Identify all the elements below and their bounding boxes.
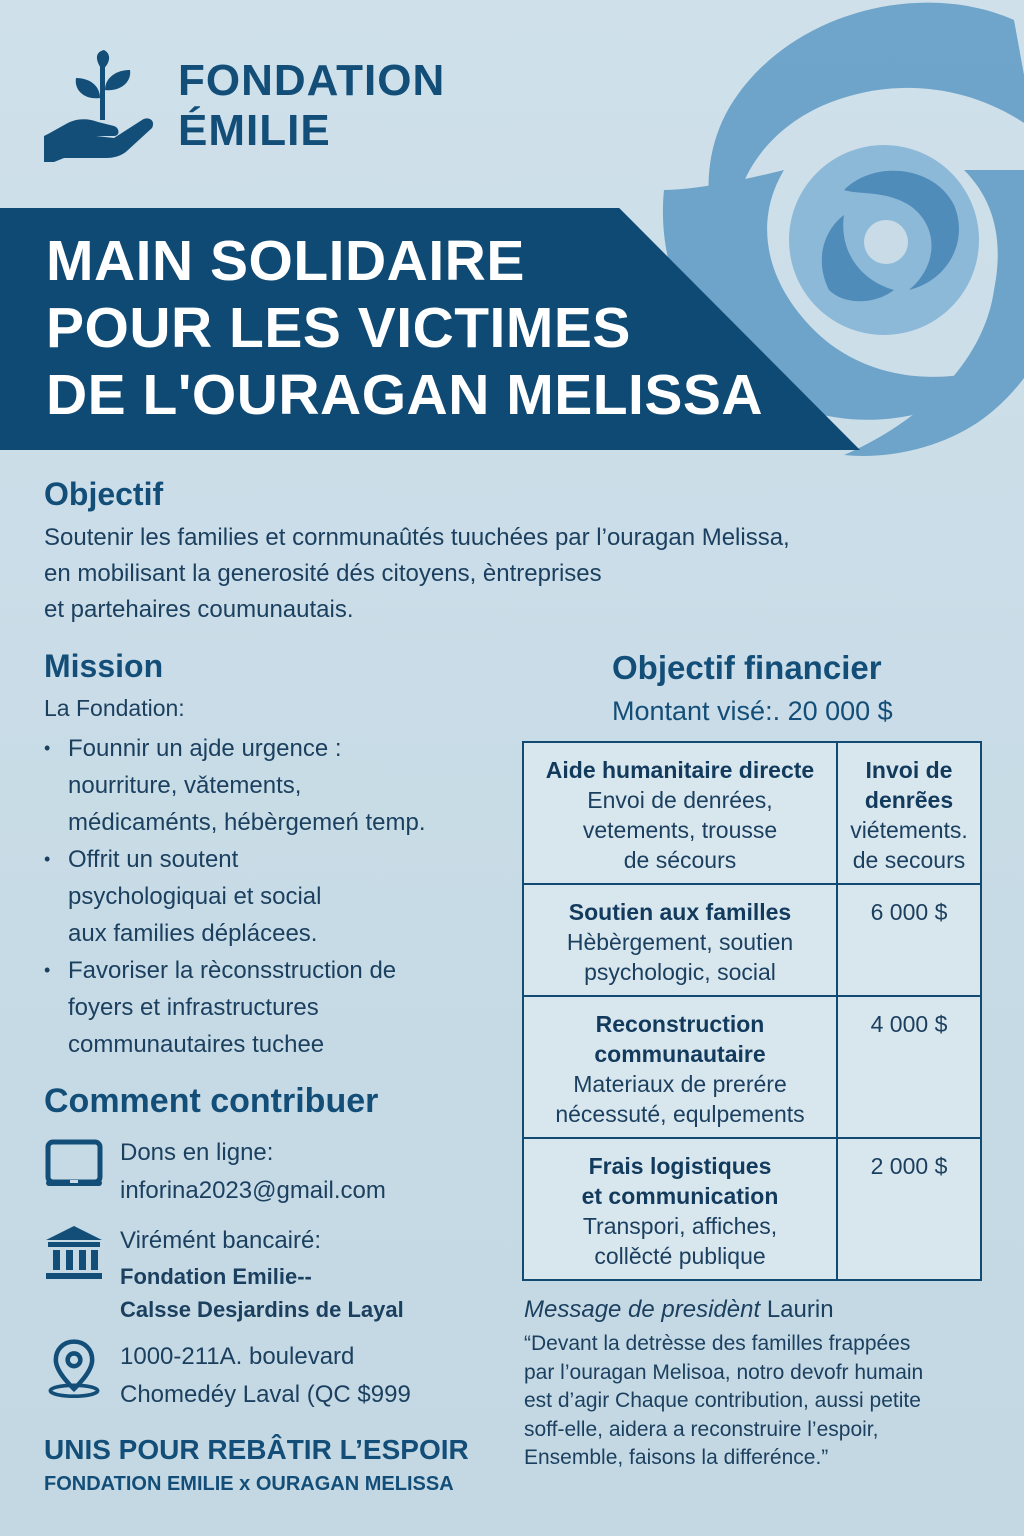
budget-item-title: Aide humanitaire directe [545,757,815,783]
mission-item [44,952,514,1063]
slogan-main: UNIS POUR REBÂTIR L’ESPOIR [44,1434,469,1465]
slogan-sub: FONDATION EMILIE x OURAGAN MELISSA [44,1473,454,1495]
budget-item-desc: vetements, trousse [582,817,778,843]
message-quote [524,1330,994,1473]
budget-item-title: Soutien aux familles [568,899,792,925]
budget-item-desc: Hèbèrgement, soutien [566,929,794,955]
budget-item-title: Frais logistiques [588,1153,772,1179]
budget-item-title: Reconstruction [595,1011,765,1037]
budget-item-desc: psychologic, social [584,959,776,985]
financial-heading: Objectif financier [612,649,882,686]
mission-item-line: médicaménts, hébèrgemeń temp. [68,809,426,836]
financial-goal [612,648,972,730]
budget-table [522,741,982,1281]
budget-amount-desc: viétements. [850,817,968,843]
quote-line: par l’ouragan Melisoa, notro devofr humain [524,1360,924,1384]
bank-label: Virémént bancairé: [120,1227,321,1254]
message-title-name: Laurin [766,1296,834,1323]
online-label: Dons en ligne: [120,1139,274,1166]
mission-section [44,646,514,1063]
table-row [523,742,981,884]
mission-item-line: communautaires tuchee [68,1031,325,1058]
quote-line: est d’agir Chaque contribution, aussi petite [524,1389,921,1412]
objectif-text [44,520,944,628]
quote-line: Ensemble, faisons la differénce.” [524,1446,829,1469]
budget-amount-desc: de secours [852,847,966,873]
mission-list [44,730,514,1063]
budget-item-desc: nécessuté, equlpements [555,1101,805,1127]
quote-line: “Devant la detrèsse des familles frappées [524,1332,911,1355]
online-email[interactable]: inforina2023@gmail.com [120,1177,386,1204]
location-pin-icon [44,1338,104,1398]
budget-amount [837,742,981,884]
org-name-line2: ÉMILIE [178,106,331,155]
bank-name: Fondation Emilie-- [120,1264,312,1289]
budget-item-desc: de sécours [623,847,737,873]
budget-item [523,884,837,996]
message-title [524,1294,994,1326]
objectif-line2: en mobilisant la generosité dés citoyens, èntreprises [44,560,602,587]
budget-item-title: communautaire [594,1041,766,1067]
quote-line: soff-elle, aidera a reconstruire l’espoir, [524,1417,879,1441]
mission-item-line: Offrit un soutent [68,846,239,873]
budget-item [523,996,837,1138]
title-line1: MAIN SOLIDAIRE [46,229,525,293]
mission-item [44,841,514,952]
objectif-heading: Objectif [44,476,164,512]
address [44,1338,514,1414]
message-title-label: Message de presidènt [524,1296,761,1323]
mission-item-line: Favoriser la rèconsstruction de [68,957,397,984]
mission-item-line: psychologiquai et social [68,883,322,910]
contribute-section [44,1080,514,1414]
budget-amount: 2 000 $ [837,1138,981,1280]
online-donation [44,1134,514,1210]
mission-item-line: aux families déplácees. [68,920,318,947]
bank-branch: Calsse Desjardins de Layal [120,1297,404,1322]
budget-item-desc: Envoi de denrées, [587,787,773,813]
objectif-section [44,474,944,628]
plant-hand-icon [44,50,160,162]
mission-item [44,730,514,841]
bank-transfer-text [120,1222,404,1326]
mission-item-line: nourriture, vǎtements, [68,772,302,799]
title-line3: DE L'OURAGAN MELISSA [46,363,764,427]
target-amount: Montant visé:. 20 000 $ [612,696,893,726]
mission-heading: Mission [44,648,164,684]
page-title [46,228,826,429]
logo [44,50,445,162]
online-donation-text [120,1134,386,1210]
budget-item-desc: Materiaux de prerére [573,1071,787,1097]
contribute-heading: Comment contribuer [44,1082,379,1120]
table-row [523,996,981,1138]
budget-item-desc: Transpori, affiches, [582,1213,778,1239]
table-row [523,1138,981,1280]
bank-icon [44,1222,104,1282]
objectif-line1: Soutenir les families et cornmunaûtés tuuchées par l’ouragan Melissa, [44,524,790,551]
bank-transfer [44,1222,514,1326]
address-line2: Chomedéy Laval (QC $999 [120,1381,411,1408]
budget-amount: 4 000 $ [837,996,981,1138]
budget-item [523,1138,837,1280]
budget-amount: 6 000 $ [837,884,981,996]
budget-amount-title: denrẽes [864,787,954,813]
mission-intro: La Fondation: [44,695,185,721]
budget-amount-title: Invoi de [865,757,953,783]
title-line2: POUR LES VICTIMES [46,296,631,360]
address-line1: 1000-211A. boulevard [120,1343,355,1370]
org-name-line1: FONDATION [178,56,446,105]
laptop-icon [44,1134,104,1194]
objectif-line3: et partehaires coumunautais. [44,596,354,623]
mission-item-line: foyers et infrastructures [68,994,319,1021]
slogan [44,1432,524,1500]
budget-item [523,742,837,884]
address-text [120,1338,411,1414]
budget-item-title: et communication [581,1183,779,1209]
budget-item-desc: collěcté publique [594,1243,766,1269]
table-row [523,884,981,996]
mission-item-line: Founnir un ajde urgence : [68,735,342,762]
org-name [178,56,445,156]
president-message [524,1294,994,1473]
